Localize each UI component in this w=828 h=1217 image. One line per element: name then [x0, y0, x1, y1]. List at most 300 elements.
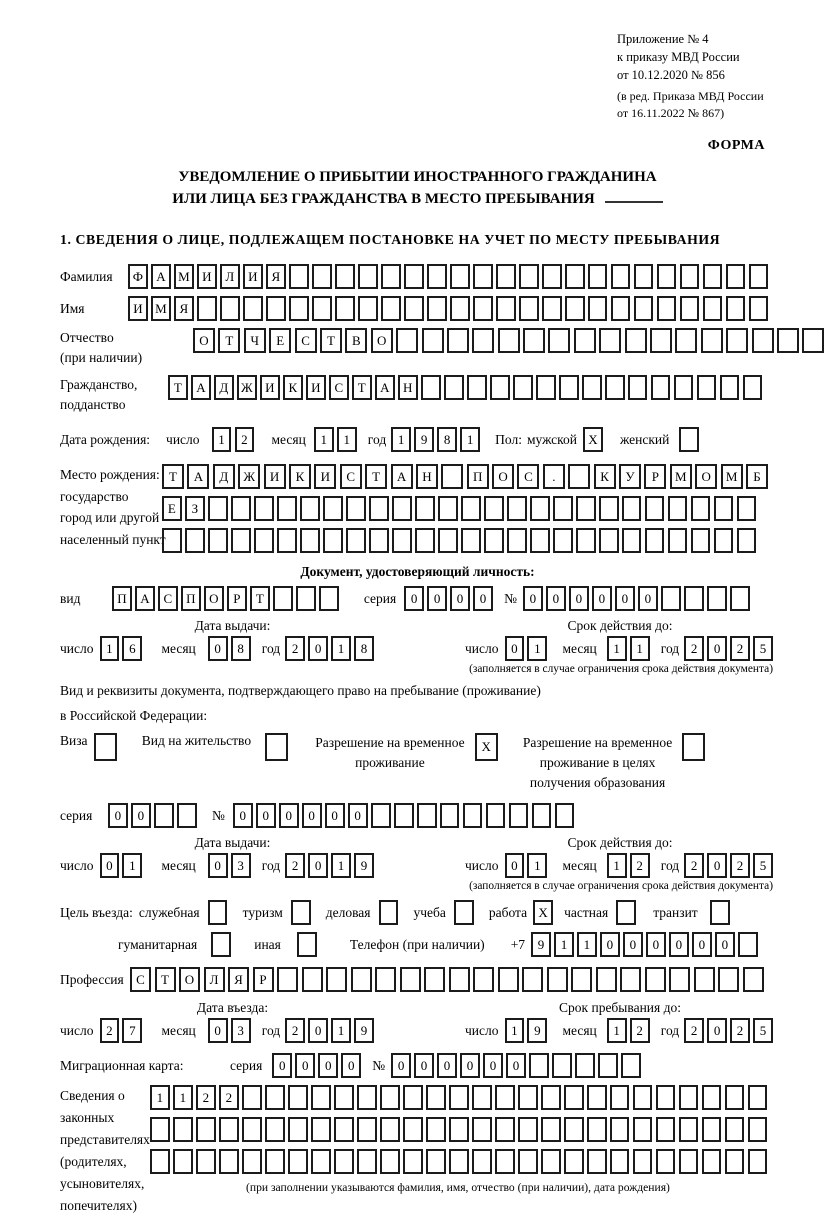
char-box: [150, 1149, 170, 1174]
char-box: [518, 1085, 538, 1110]
birthplace-labels: [60, 464, 166, 550]
char-box: [616, 900, 636, 925]
char-box: 7: [122, 1018, 142, 1043]
char-box: 2: [219, 1085, 239, 1110]
char-box: [610, 1085, 630, 1110]
char-box: [296, 586, 316, 611]
char-box: [633, 1085, 653, 1110]
edition-line: (в ред. Приказа МВД России: [617, 89, 764, 103]
day-label: число: [166, 431, 200, 447]
char-box: 0: [615, 586, 635, 611]
char-box: 1: [460, 427, 480, 452]
char-box: [656, 1117, 676, 1142]
char-box: [396, 328, 418, 353]
form-title: [60, 166, 775, 210]
char-box: [185, 528, 205, 553]
purpose-transit-checkbox: [710, 900, 733, 925]
char-box: [552, 1053, 572, 1078]
char-box: [472, 1085, 492, 1110]
char-box: [403, 1149, 423, 1174]
char-box: 0: [131, 803, 151, 828]
char-box: [542, 264, 562, 289]
doc-valid-day: [505, 636, 551, 661]
char-box: [701, 328, 723, 353]
char-box: К: [283, 375, 303, 400]
char-box: [319, 586, 339, 611]
birthdate-label: Дата рождения:: [60, 431, 151, 447]
section-1-heading: 1. СВЕДЕНИЯ О ЛИЦЕ, ПОДЛЕЖАЩЕМ ПОСТАНОВКЕ НА УЧЕТ ПО МЕСТУ ПРЕБЫВАНИЯ: [60, 232, 721, 247]
char-box: [668, 496, 688, 521]
doc-issue-year: [285, 636, 377, 661]
entry-date-headers: [60, 1000, 775, 1016]
number-sign: №: [372, 1057, 386, 1073]
char-box: [334, 1149, 354, 1174]
char-box: [691, 496, 711, 521]
char-box: 9: [354, 1018, 374, 1043]
char-box: [300, 528, 320, 553]
char-box: X: [533, 900, 553, 925]
doc-number-boxes: [523, 586, 753, 611]
char-box: X: [475, 733, 498, 761]
doc-type-row: [60, 586, 775, 611]
char-box: 0: [569, 586, 589, 611]
char-box: 0: [473, 586, 493, 611]
representatives-boxes-3: [150, 1149, 771, 1174]
char-box: 0: [208, 1018, 228, 1043]
purpose-private-label: частная: [564, 904, 609, 920]
birthplace-label-line3: город или другой: [60, 510, 160, 525]
char-box: [669, 967, 690, 992]
char-box: 1: [607, 636, 627, 661]
migration-card-label: Миграционная карта:: [60, 1057, 184, 1073]
char-box: 0: [638, 586, 658, 611]
phone-label: Телефон (при наличии): [349, 936, 485, 952]
char-box: 1: [331, 636, 351, 661]
char-box: [587, 1085, 607, 1110]
purpose-other-label: иная: [254, 936, 281, 952]
entry-dates-row: [60, 1018, 775, 1043]
char-box: [605, 375, 625, 400]
char-box: [441, 464, 463, 489]
char-box: 0: [592, 586, 612, 611]
char-box: А: [135, 586, 155, 611]
char-box: [725, 1085, 745, 1110]
char-box: [596, 967, 617, 992]
purpose-humanitarian-label: гуманитарная: [118, 936, 198, 952]
char-box: [564, 1149, 584, 1174]
char-box: [444, 375, 464, 400]
permit-valid-day: [505, 853, 551, 878]
char-box: [335, 264, 355, 289]
char-box: [622, 528, 642, 553]
char-box: П: [467, 464, 489, 489]
form-title-line2: ИЛИ ЛИЦА БЕЗ ГРАЖДАНСТВА В МЕСТО ПРЕБЫВАНИЯ: [172, 191, 595, 207]
patronymic-row: [60, 328, 775, 368]
char-box: [621, 1053, 641, 1078]
char-box: [242, 1149, 262, 1174]
char-box: [426, 1085, 446, 1110]
char-box: [486, 803, 506, 828]
day-label: число: [465, 1022, 499, 1038]
char-box: И: [197, 264, 217, 289]
year-label: год: [261, 857, 281, 873]
citizenship-boxes: [168, 375, 766, 400]
char-box: М: [721, 464, 743, 489]
char-box: [633, 1117, 653, 1142]
char-box: 0: [669, 932, 689, 957]
char-box: [532, 803, 552, 828]
migcard-series-boxes: [272, 1053, 364, 1078]
char-box: 8: [231, 636, 251, 661]
char-box: 0: [318, 1053, 338, 1078]
char-box: [196, 1117, 216, 1142]
profession-label: Профессия: [60, 971, 124, 987]
char-box: 0: [100, 853, 120, 878]
char-box: [703, 264, 723, 289]
purpose-business-label: деловая: [325, 904, 371, 920]
purpose-business-checkbox: [379, 900, 402, 925]
char-box: [725, 1117, 745, 1142]
char-box: И: [306, 375, 326, 400]
char-box: [574, 328, 596, 353]
doc-type-label: вид: [60, 590, 81, 606]
char-box: [415, 496, 435, 521]
birth-day-boxes: [212, 427, 258, 452]
citizenship-row: [60, 375, 775, 415]
day-label: число: [465, 640, 499, 656]
char-box: [254, 528, 274, 553]
char-box: [599, 528, 619, 553]
char-box: [473, 264, 493, 289]
month-label: месяц: [161, 640, 196, 656]
char-box: 2: [285, 1018, 305, 1043]
char-box: [196, 1149, 216, 1174]
representatives-label-line1: Сведения о: [60, 1088, 125, 1103]
char-box: [467, 375, 487, 400]
char-box: [265, 733, 288, 761]
stay-until-header: Срок пребывания до:: [559, 1000, 681, 1015]
char-box: [547, 967, 568, 992]
day-label: число: [60, 857, 94, 873]
entry-year: [285, 1018, 377, 1043]
char-box: 1: [331, 853, 351, 878]
char-box: 0: [272, 1053, 292, 1078]
char-box: Ж: [238, 464, 260, 489]
char-box: 5: [753, 1018, 773, 1043]
char-box: [530, 496, 550, 521]
char-box: [380, 1149, 400, 1174]
char-box: А: [391, 464, 413, 489]
year-label: год: [367, 431, 387, 447]
char-box: [173, 1149, 193, 1174]
char-box: [392, 528, 412, 553]
appendix-line: от 10.12.2020 № 856: [617, 68, 725, 82]
char-box: 1: [527, 853, 547, 878]
char-box: [565, 296, 585, 321]
appendix-line: к приказу МВД России: [617, 50, 740, 64]
char-box: [726, 328, 748, 353]
char-box: [381, 264, 401, 289]
char-box: Е: [162, 496, 182, 521]
char-box: 1: [331, 1018, 351, 1043]
char-box: И: [128, 296, 148, 321]
char-box: [679, 1149, 699, 1174]
char-box: [495, 1085, 515, 1110]
char-box: [490, 375, 510, 400]
name-boxes: [128, 296, 772, 321]
char-box: 0: [505, 636, 525, 661]
char-box: [426, 1117, 446, 1142]
char-box: [154, 803, 174, 828]
phone-boxes: [531, 932, 761, 957]
entry-month: [208, 1018, 254, 1043]
char-box: [564, 1085, 584, 1110]
char-box: [219, 1149, 239, 1174]
char-box: 0: [623, 932, 643, 957]
birthplace-boxes-3: [162, 528, 760, 553]
citizenship-label-line1: Гражданство,: [60, 377, 138, 392]
char-box: [496, 296, 516, 321]
char-box: [749, 296, 769, 321]
month-label: месяц: [161, 857, 196, 873]
char-box: [582, 375, 602, 400]
issue-date-header: Дата выдачи:: [194, 835, 271, 850]
doc-dates-row: [60, 636, 775, 661]
stay-year: [684, 1018, 776, 1043]
char-box: Б: [746, 464, 768, 489]
char-box: [266, 296, 286, 321]
char-box: [427, 296, 447, 321]
char-box: Ж: [237, 375, 257, 400]
char-box: [380, 1085, 400, 1110]
char-box: 0: [707, 853, 727, 878]
char-box: [714, 496, 734, 521]
char-box: [495, 1149, 515, 1174]
char-box: 0: [460, 1053, 480, 1078]
char-box: [422, 328, 444, 353]
char-box: 0: [450, 586, 470, 611]
char-box: 2: [285, 853, 305, 878]
number-sign: №: [504, 590, 518, 606]
char-box: [656, 1085, 676, 1110]
char-box: 1: [527, 636, 547, 661]
char-box: [394, 803, 414, 828]
char-box: [427, 264, 447, 289]
edition-line: от 16.11.2022 № 867): [617, 106, 725, 120]
char-box: X: [583, 427, 603, 452]
char-box: [714, 528, 734, 553]
char-box: [802, 328, 824, 353]
char-box: [726, 296, 746, 321]
char-box: [421, 375, 441, 400]
entry-date-header: Дата въезда:: [196, 1000, 269, 1015]
representatives-labels: [60, 1085, 150, 1217]
char-box: [291, 900, 311, 925]
char-box: [588, 264, 608, 289]
char-box: [449, 1085, 469, 1110]
char-box: [326, 967, 347, 992]
temp-edu-checkbox: [682, 733, 708, 761]
month-label: месяц: [562, 640, 597, 656]
char-box: 0: [341, 1053, 361, 1078]
char-box: [702, 1149, 722, 1174]
char-box: [509, 803, 529, 828]
char-box: [611, 296, 631, 321]
name-row: [60, 296, 775, 321]
char-box: [628, 375, 648, 400]
char-box: И: [314, 464, 336, 489]
doc-valid-month: [607, 636, 653, 661]
visa-label: Виза: [60, 733, 88, 748]
number-sign: №: [211, 807, 225, 823]
year-label: год: [261, 1022, 281, 1038]
char-box: [357, 1085, 377, 1110]
doc-date-headers: [60, 618, 775, 634]
char-box: [599, 328, 621, 353]
birthplace-boxes-1: [162, 464, 771, 489]
char-box: [530, 528, 550, 553]
char-box: [463, 803, 483, 828]
purpose-private-checkbox: [616, 900, 639, 925]
char-box: [748, 1149, 768, 1174]
char-box: [599, 496, 619, 521]
char-box: [243, 296, 263, 321]
char-box: [351, 967, 372, 992]
stay-month: [607, 1018, 653, 1043]
year-label: год: [660, 857, 680, 873]
temp-residence-label: [315, 733, 464, 773]
char-box: 2: [196, 1085, 216, 1110]
char-box: [220, 296, 240, 321]
char-box: [277, 496, 297, 521]
purpose-row-2: [60, 932, 775, 957]
permit-valid-year: [684, 853, 776, 878]
phone-prefix: +7: [510, 936, 526, 952]
char-box: 0: [308, 636, 328, 661]
representatives-row1: [150, 1085, 771, 1110]
edition-note: [617, 88, 817, 122]
char-box: [720, 375, 740, 400]
char-box: [335, 296, 355, 321]
char-box: [288, 1149, 308, 1174]
birthplace-boxes-2: [162, 496, 760, 521]
char-box: [231, 528, 251, 553]
char-box: [697, 375, 717, 400]
stay-until-group: [405, 1018, 776, 1043]
char-box: [634, 264, 654, 289]
form-title-line1: УВЕДОМЛЕНИЕ О ПРИБЫТИИ ИНОСТРАННОГО ГРАЖДАНИНА: [178, 169, 657, 185]
char-box: [691, 528, 711, 553]
representatives-label-line5: усыновителях,: [60, 1176, 145, 1191]
char-box: 1: [554, 932, 574, 957]
permit-number-boxes: [233, 803, 578, 828]
char-box: [94, 733, 117, 761]
entry-date-group: [60, 1018, 405, 1043]
day-label: число: [465, 857, 499, 873]
char-box: [726, 264, 746, 289]
permit-issue-group: [60, 853, 405, 878]
char-box: 1: [630, 636, 650, 661]
surname-label: Фамилия: [60, 268, 113, 284]
purpose-official-checkbox: [208, 900, 231, 925]
char-box: А: [187, 464, 209, 489]
year-label: год: [660, 1022, 680, 1038]
char-box: 1: [150, 1085, 170, 1110]
doc-valid-group: [405, 636, 776, 661]
temp-edu-line3: получения образования: [529, 775, 666, 790]
char-box: [450, 296, 470, 321]
char-box: [682, 733, 705, 761]
patronymic-label: [60, 328, 193, 368]
char-box: 2: [684, 1018, 704, 1043]
char-box: 0: [325, 803, 345, 828]
purpose-tourism-label: туризм: [242, 904, 283, 920]
char-box: [743, 967, 764, 992]
char-box: 0: [600, 932, 620, 957]
char-box: [679, 1085, 699, 1110]
char-box: Т: [218, 328, 240, 353]
char-box: 0: [715, 932, 735, 957]
char-box: 0: [546, 586, 566, 611]
purpose-other-checkbox: [297, 932, 320, 957]
char-box: [208, 496, 228, 521]
char-box: 0: [427, 586, 447, 611]
char-box: [657, 296, 677, 321]
char-box: Л: [204, 967, 225, 992]
birthplace-box-rows: [162, 464, 771, 560]
char-box: [651, 375, 671, 400]
male-label: мужской: [526, 431, 578, 447]
char-box: [449, 1149, 469, 1174]
char-box: Л: [220, 264, 240, 289]
char-box: 3: [231, 853, 251, 878]
permit-valid-month: [607, 853, 653, 878]
month-label: месяц: [271, 431, 306, 447]
char-box: 1: [505, 1018, 525, 1043]
char-box: .: [543, 464, 565, 489]
char-box: 2: [730, 853, 750, 878]
char-box: [737, 528, 757, 553]
char-box: Т: [320, 328, 342, 353]
char-box: Т: [155, 967, 176, 992]
char-box: 6: [122, 636, 142, 661]
char-box: 0: [302, 803, 322, 828]
char-box: [674, 375, 694, 400]
visa-checkbox: [94, 733, 120, 761]
char-box: 1: [122, 853, 142, 878]
char-box: [575, 1053, 595, 1078]
char-box: 0: [108, 803, 128, 828]
temp-residence-line1: Разрешение на временное: [315, 735, 465, 750]
char-box: 0: [707, 636, 727, 661]
char-box: [417, 803, 437, 828]
char-box: 0: [707, 1018, 727, 1043]
residence-permit-label: Вид на жительство: [141, 733, 252, 748]
char-box: [518, 1149, 538, 1174]
char-box: [513, 375, 533, 400]
char-box: М: [151, 296, 171, 321]
char-box: [553, 528, 573, 553]
char-box: [265, 1149, 285, 1174]
char-box: [150, 1117, 170, 1142]
char-box: 0: [308, 1018, 328, 1043]
char-box: [403, 1085, 423, 1110]
birth-month-boxes: [314, 427, 360, 452]
stay-day: [505, 1018, 551, 1043]
char-box: [541, 1085, 561, 1110]
appendix-line: Приложение № 4: [617, 32, 709, 46]
char-box: Т: [365, 464, 387, 489]
